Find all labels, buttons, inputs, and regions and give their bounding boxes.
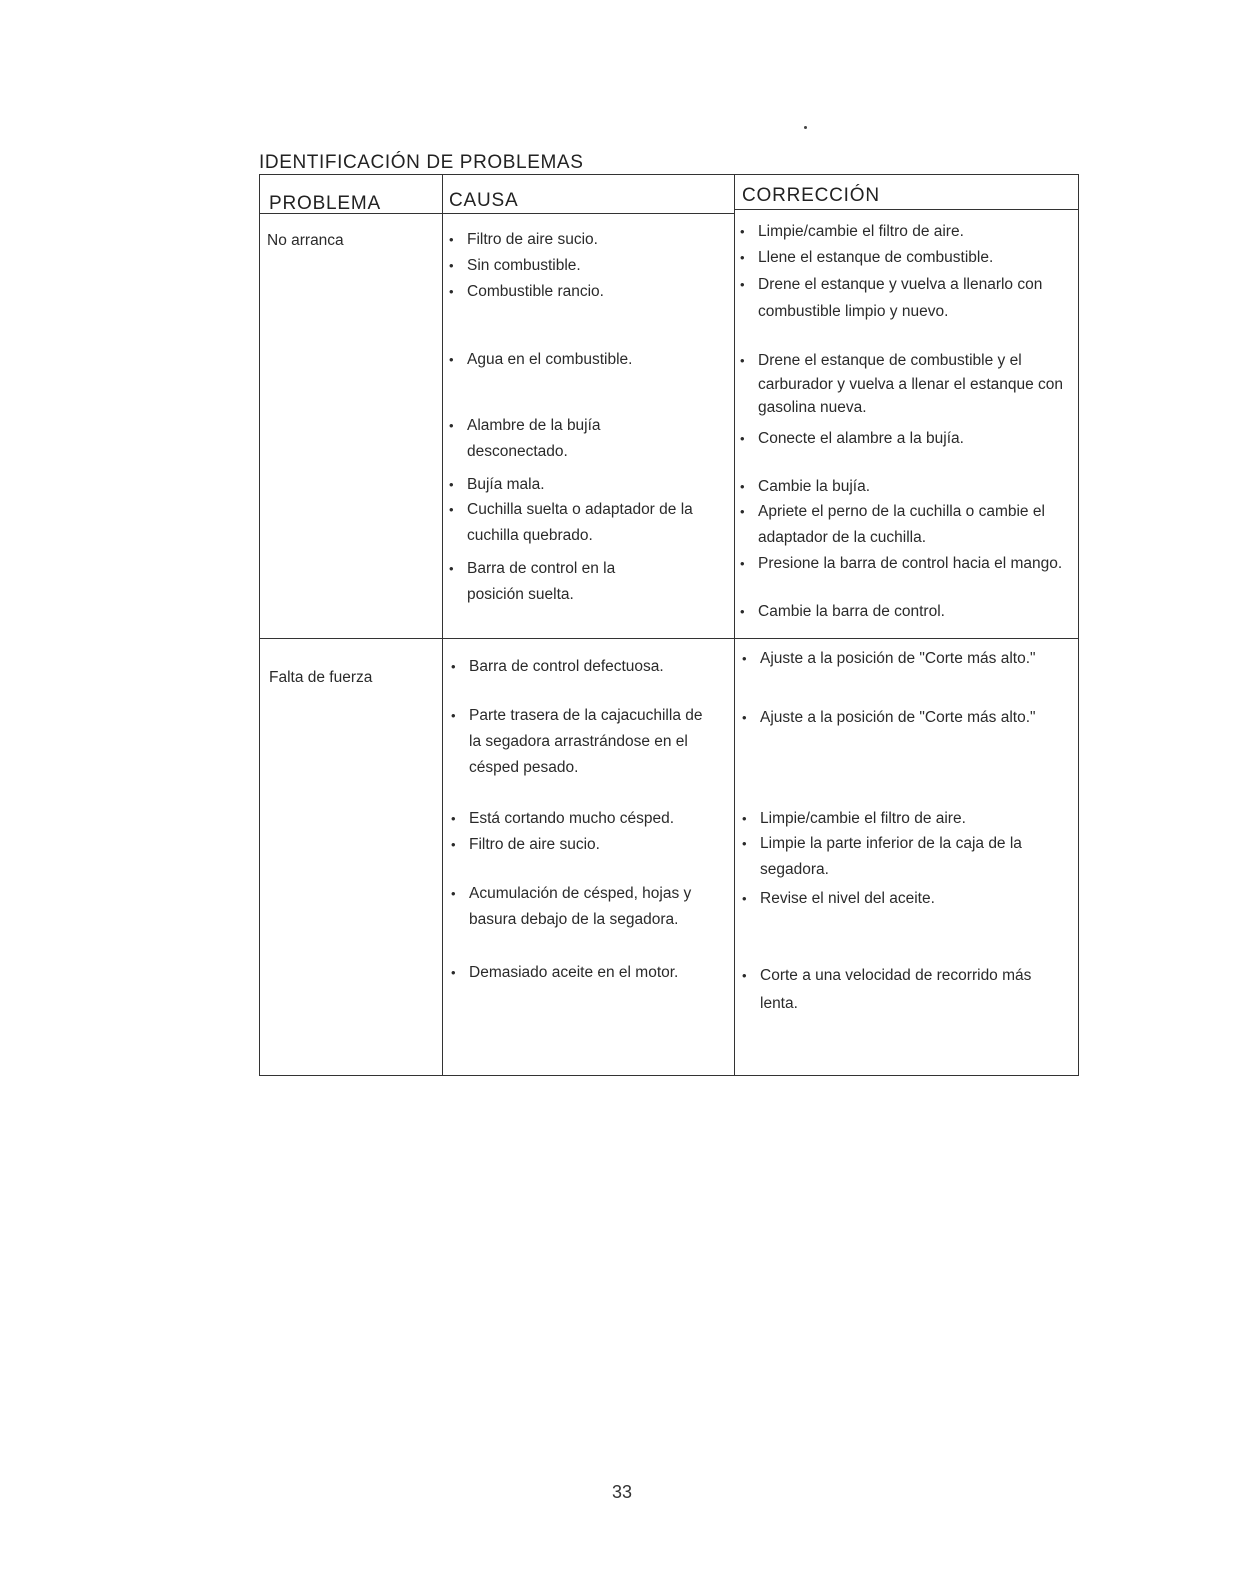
cause-item: • Agua en el combustible. [449, 347, 727, 373]
cause-item: • Filtro de aire sucio. [451, 832, 739, 858]
correction-item: • Ajuste a la posición de "Corte más alto." [742, 704, 1070, 732]
cause-item: • Combustible rancio. [449, 279, 727, 305]
cause-item: • Sin combustible. [449, 253, 727, 279]
cause-item: • Bujía mala. [449, 472, 727, 498]
problem-falta-de-fuerza: Falta de fuerza [269, 669, 373, 686]
cause-item: • Alambre de la bujía desconectado. [449, 413, 657, 465]
cause-item: • Demasiado aceite en el motor. [451, 961, 684, 984]
correction-item: • Revise el nivel del aceite. [742, 886, 1080, 912]
correction-item: • Limpie/cambie el filtro de aire. [742, 806, 1080, 832]
column-divider-2 [734, 175, 735, 1075]
cause-item: • Cuchilla suelta o adaptador de la cuchilla quebrado. [449, 497, 712, 549]
correction-item: • Ajuste a la posición de "Corte más alto." [742, 645, 1070, 673]
correction-item: • Llene el estanque de combustible. [740, 245, 1078, 271]
correction-item: • Limpie la parte inferior de la caja de la segadora. [742, 831, 1080, 883]
row-divider [260, 638, 1078, 639]
correction-item: • Apriete el perno de la cuchilla o cambie el adaptador de la cuchilla. [740, 499, 1078, 551]
correction-item: • Conecte el alambre a la bujía. [740, 426, 1078, 452]
header-causa: CAUSA [449, 190, 519, 211]
correction-item: • Presione la barra de control hacia el mango. [740, 551, 1078, 577]
header-correccion: CORRECCIÓN [742, 185, 880, 206]
correction-item: • Drene el estanque de combustible y el carburador y vuelva a llenar el estanque con gasolina nueva. [740, 349, 1078, 420]
column-divider-1 [442, 175, 443, 1075]
header-problema: PROBLEMA [269, 193, 381, 214]
cause-item: • Barra de control defectuosa. [451, 654, 739, 680]
correction-item: • Drene el estanque y vuelva a llenarlo con combustible limpio y nuevo. [740, 271, 1058, 325]
cause-item: • Barra de control en la posición suelta. [449, 556, 667, 608]
problem-no-arranca: No arranca [267, 232, 344, 249]
correction-item: • Cambie la bujía. [740, 474, 1078, 500]
correction-item: • Limpie/cambie el filtro de aire. [740, 219, 1078, 245]
correction-item: • Cambie la barra de control. [740, 599, 1078, 625]
cause-item: • Filtro de aire sucio. [449, 227, 727, 253]
page-title: IDENTIFICACIÓN DE PROBLEMAS [259, 152, 584, 173]
cause-item: • Acumulación de césped, hojas y basura debajo de la segadora. [451, 881, 714, 933]
cause-item: • Parte trasera de la cajacuchilla de la segadora arrastrándose en el césped pesado. [451, 703, 709, 781]
page-number: 33 [611, 1482, 633, 1502]
correction-item: • Corte a una velocidad de recorrido más lenta. [742, 962, 1060, 1018]
scan-speck [804, 126, 807, 129]
troubleshooting-table [259, 174, 1079, 1076]
cause-item: • Está cortando mucho césped. [451, 806, 739, 832]
header-divider-right [734, 209, 1078, 210]
